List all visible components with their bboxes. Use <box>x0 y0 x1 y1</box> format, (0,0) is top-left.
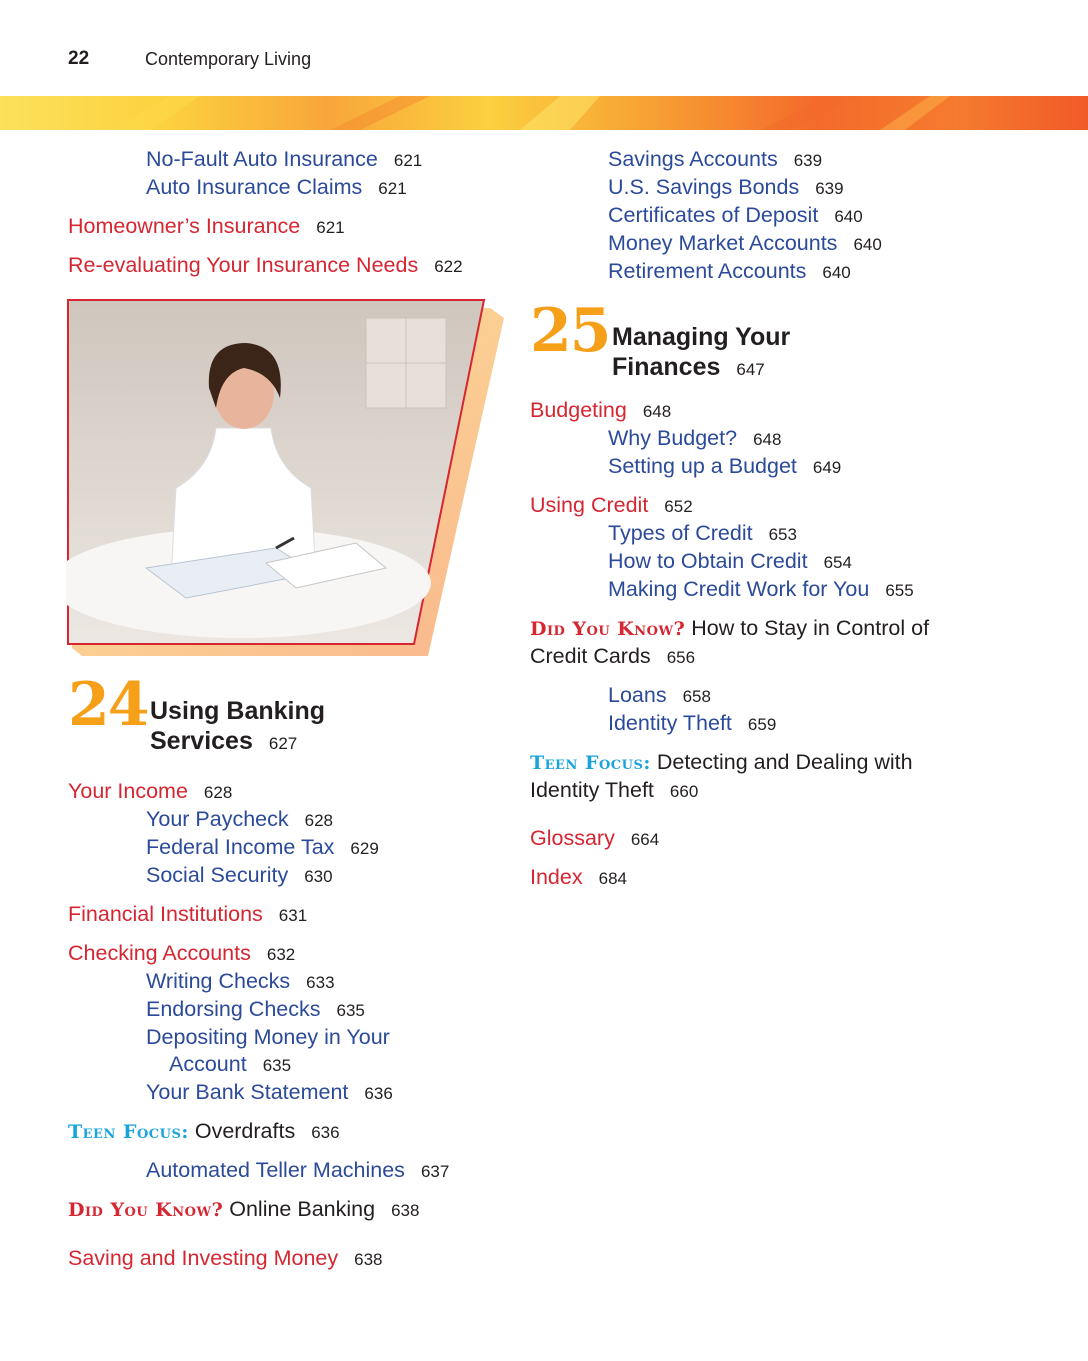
toc-entry-label: Homeowner’s Insurance <box>68 214 301 238</box>
toc-entry[interactable] <box>530 682 970 710</box>
toc-entry-label: Certificates of Deposit <box>608 203 819 227</box>
toc-entry-label: Savings Accounts <box>608 147 778 171</box>
chapter-title-line2: Finances <box>612 353 721 381</box>
toc-page-number: 635 <box>336 1001 365 1020</box>
toc-page-number: 649 <box>812 458 842 477</box>
toc-entry[interactable] <box>530 710 970 738</box>
toc-page-number: 635 <box>262 1056 292 1075</box>
toc-page-number: 656 <box>666 648 696 667</box>
feature-entry[interactable] <box>530 615 960 671</box>
toc-entry[interactable] <box>68 862 508 890</box>
toc-entry[interactable] <box>68 213 508 241</box>
toc-entry-label: Writing Checks <box>146 969 291 993</box>
chapter-number: 24 <box>68 670 148 740</box>
toc-page-number: 654 <box>823 553 852 572</box>
toc-page-number: 660 <box>669 782 699 801</box>
toc-entry-label: Types of Credit <box>608 521 753 545</box>
toc-page-number: 631 <box>278 906 308 925</box>
toc-entry-label: Identity Theft <box>608 711 732 735</box>
toc-entry-label: Using Credit <box>530 493 649 517</box>
toc-page-number: 648 <box>753 430 782 449</box>
chapter-title-line2: Services <box>150 727 253 755</box>
teen-focus-tag: Teen Focus: <box>530 752 651 774</box>
toc-entry[interactable] <box>68 940 508 968</box>
running-header <box>68 48 312 70</box>
toc-entry-label: Checking Accounts <box>68 941 251 965</box>
toc-page-number: 637 <box>420 1162 450 1181</box>
toc-page-number: 629 <box>350 839 379 858</box>
toc-entry[interactable] <box>68 252 508 280</box>
toc-entry[interactable] <box>530 864 970 892</box>
toc-entry-label: Auto Insurance Claims <box>146 175 363 199</box>
toc-page-number: 684 <box>598 869 627 888</box>
toc-page-number: 639 <box>815 179 844 198</box>
teen-focus-tag: Teen Focus: <box>68 1121 189 1143</box>
toc-entry[interactable] <box>68 1079 508 1107</box>
toc-page-number: 664 <box>630 830 660 849</box>
toc-entry-label: Money Market Accounts <box>608 231 838 255</box>
toc-entry[interactable] <box>530 520 970 548</box>
toc-entry-label: Your Bank Statement <box>146 1080 349 1104</box>
toc-entry[interactable] <box>530 397 970 425</box>
toc-page-number: 639 <box>793 151 823 170</box>
toc-page-number: 636 <box>311 1123 340 1142</box>
toc-entry[interactable] <box>530 202 970 230</box>
toc-page-number: 622 <box>434 257 463 276</box>
toc-page-number: 640 <box>834 207 863 226</box>
feature-entry[interactable] <box>530 749 930 805</box>
toc-page-number: 627 <box>268 734 298 753</box>
woman-writing-check-photo <box>66 298 506 658</box>
toc-page-number: 659 <box>747 715 777 734</box>
toc-entry-label: No-Fault Auto Insurance <box>146 147 378 171</box>
toc-entry-label: How to Stay in Control of Credit Cards <box>530 616 930 668</box>
chapter-title <box>150 696 325 759</box>
toc-entry[interactable] <box>530 825 970 853</box>
toc-entry[interactable] <box>68 1024 508 1079</box>
toc-entry[interactable] <box>530 258 970 286</box>
toc-page-number: 636 <box>364 1084 393 1103</box>
toc-entry-label: Overdrafts <box>194 1119 296 1143</box>
chapter-title-line1: Managing Your <box>612 323 791 351</box>
feature-entry[interactable] <box>68 1118 508 1146</box>
toc-entry-label: Setting up a Budget <box>608 454 797 478</box>
toc-entry-label: Why Budget? <box>608 426 738 450</box>
right-column <box>530 146 970 892</box>
toc-entry-label: Financial Institutions <box>68 902 263 926</box>
chapter-number: 25 <box>530 296 610 366</box>
toc-page-number: 628 <box>203 783 233 802</box>
toc-page-number: 647 <box>736 360 765 379</box>
did-you-know-tag: Did You Know? <box>530 618 686 640</box>
chapter-heading[interactable] <box>530 296 970 392</box>
page-number: 22 <box>68 48 90 69</box>
toc-entry[interactable] <box>68 174 508 202</box>
book-title: Contemporary Living <box>145 49 312 69</box>
toc-entry[interactable] <box>530 146 970 174</box>
toc-entry-label: How to Obtain Credit <box>608 549 808 573</box>
toc-entry-label: Endorsing Checks <box>146 997 321 1021</box>
toc-page-number: 653 <box>768 525 797 544</box>
toc-entry[interactable] <box>68 778 508 806</box>
toc-entry[interactable] <box>530 453 970 481</box>
toc-entry-label: U.S. Savings Bonds <box>608 175 800 199</box>
toc-entry-label: Making Credit Work for You <box>608 577 870 601</box>
toc-entry-label: Saving and Investing Money <box>68 1246 339 1270</box>
toc-page-number: 652 <box>664 497 693 516</box>
toc-page-number: 648 <box>642 402 672 421</box>
toc-entry-label: Social Security <box>146 863 289 887</box>
toc-page-number: 638 <box>354 1250 383 1269</box>
toc-entry[interactable] <box>68 834 508 862</box>
toc-entry-label: Re-evaluating Your Insurance Needs <box>68 253 419 277</box>
toc-entry-label: Federal Income Tax <box>146 835 335 859</box>
toc-page-number: 621 <box>393 151 423 170</box>
toc-page-number: 640 <box>822 263 851 282</box>
toc-entry-label: Your Income <box>68 779 188 803</box>
toc-entry-label-cont: Account <box>169 1052 247 1076</box>
toc-entry[interactable] <box>68 1157 508 1185</box>
toc-page-number: 633 <box>306 973 335 992</box>
toc-entry[interactable] <box>530 548 970 576</box>
toc-entry-label: Detecting and Dealing with Identity Theft <box>530 750 913 802</box>
toc-entry[interactable] <box>530 230 970 258</box>
chapter-heading[interactable] <box>68 670 508 766</box>
flame-streaks <box>0 96 1088 130</box>
toc-entry-label: Automated Teller Machines <box>146 1158 405 1182</box>
toc-entry-label: Retirement Accounts <box>608 259 807 283</box>
toc-entry[interactable] <box>68 901 508 929</box>
toc-page-number: 630 <box>304 867 333 886</box>
toc-page-number: 632 <box>266 945 296 964</box>
toc-entry-label: Loans <box>608 683 667 707</box>
toc-page-number: 658 <box>682 687 711 706</box>
toc-entry-label: Glossary <box>530 826 615 850</box>
toc-entry[interactable] <box>530 174 970 202</box>
chapter-title-line1: Using Banking <box>150 697 326 725</box>
toc-entry[interactable] <box>68 996 508 1024</box>
toc-page-number: 655 <box>885 581 914 600</box>
toc-entry-label: Depositing Money in Your <box>146 1025 390 1049</box>
toc-page-number: 621 <box>316 218 345 237</box>
toc-entry[interactable] <box>530 425 970 453</box>
toc-page-number: 638 <box>391 1201 420 1220</box>
toc-page-number: 628 <box>304 811 334 830</box>
left-column <box>68 146 508 280</box>
chapter-24-section <box>68 670 508 1273</box>
feature-entry[interactable] <box>68 1196 508 1224</box>
toc-entry-label: Index <box>530 865 583 889</box>
did-you-know-tag: Did You Know? <box>68 1199 224 1221</box>
chapter-photo <box>66 298 506 658</box>
toc-entry[interactable] <box>68 146 508 174</box>
toc-entry[interactable] <box>530 576 970 604</box>
toc-entry[interactable] <box>68 1245 508 1273</box>
toc-entry-label: Your Paycheck <box>146 807 289 831</box>
toc-entry[interactable] <box>68 806 508 834</box>
toc-entry-label: Online Banking <box>229 1197 376 1221</box>
toc-entry[interactable] <box>530 492 970 520</box>
toc-entry[interactable] <box>68 968 508 996</box>
chapter-title <box>612 322 790 385</box>
toc-page-number: 621 <box>378 179 407 198</box>
toc-page-number: 640 <box>853 235 882 254</box>
toc-entry-label: Budgeting <box>530 398 627 422</box>
